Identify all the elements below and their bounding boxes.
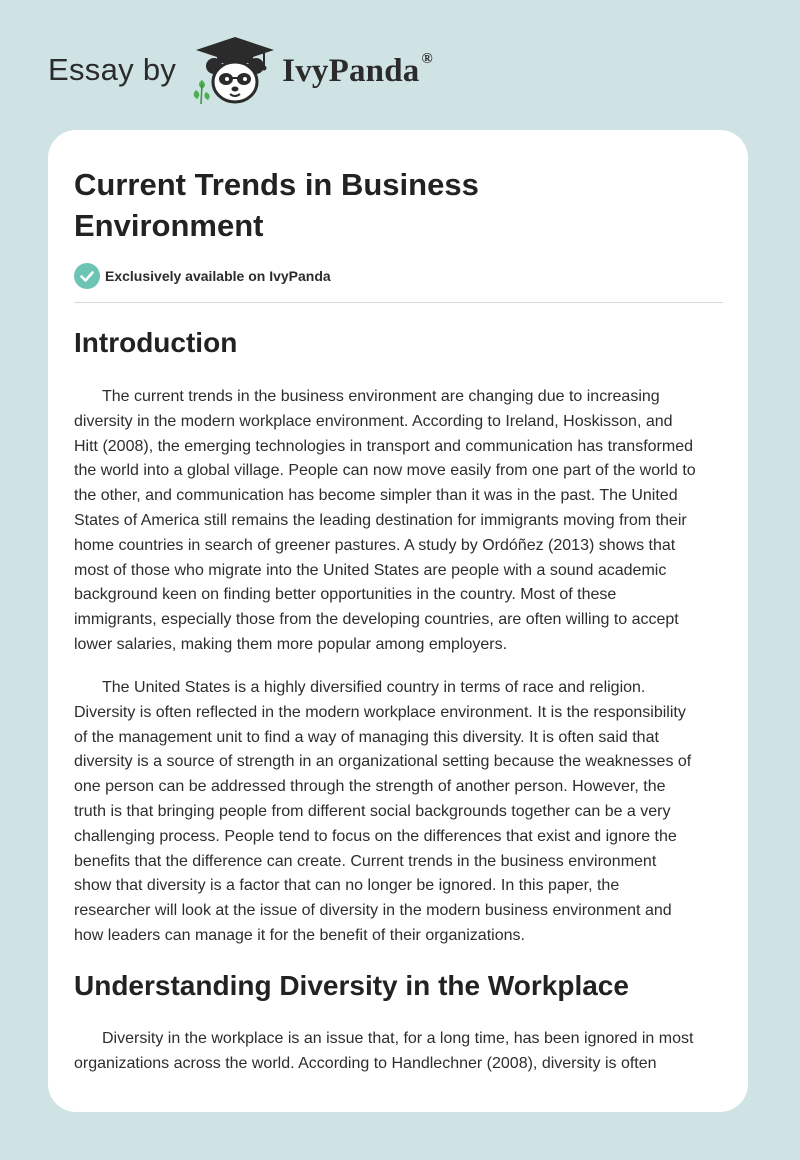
title-divider bbox=[74, 302, 723, 303]
essay-title: Current Trends in Business Environment bbox=[74, 167, 479, 243]
exclusive-badge bbox=[74, 263, 331, 289]
paragraph-intro-2: The United States is a highly diversified country in terms of race and religion. Diversity is often reflected in the modern workplace environment. It is the responsibility of the management unit to find a way of managing this diversity. It is often said that diversity is a source of strength in an organizational setting because the weaknesses of one person can be addressed through the strength of another person. However, the truth is that bringing people from different social backgrounds together can be a very challenging process. People tend to focus on the differences that exist and ignore the benefits that the difference can create. Current trends in the business environment show that diversity is a factor that can no longer be ignored. In this paper, the researcher will look at the issue of diversity in the modern business environment and how leaders can manage it for the benefit of their organizations. bbox=[74, 679, 692, 944]
paragraph-intro-1: The current trends in the business environment are changing due to increasing diversity in the modern workplace environment. According to Ireland, Hoskisson, and Hitt (2008), the emerging technologies in transport and communication has transformed the world into a global village. People can now move easily from one part of the world to the other, and communication has become simpler than it was in the past. The United States of America still remains the leading destination for immigrants moving from their home countries in search of greener pastures. A study by Ordóñez (2013) shows that most of those who migrate into the United States are people with a sound academic background keen on finding better opportunities in the country. Most of these immigrants, especially those from the developing countries, are often willing to accept lower salaries, making them more popular among employers. bbox=[74, 388, 696, 653]
exclusive-badge-label: Exclusively available on IvyPanda bbox=[105, 268, 331, 284]
essay-by-label: Essay by bbox=[48, 52, 177, 87]
site-header-brand[interactable] bbox=[48, 34, 488, 106]
section-heading-understanding-diversity: Understanding Diversity in the Workplace bbox=[74, 970, 629, 1001]
ivypanda-logo-icon bbox=[190, 34, 280, 106]
brand-name: IvyPanda ® bbox=[282, 50, 433, 89]
paragraph-diversity-1: Diversity in the workplace is an issue that, for a long time, has been ignored in most organizations across the world. According to Handlechner (2008), diversity is often bbox=[74, 1030, 694, 1072]
essay-card bbox=[48, 130, 748, 1112]
section-heading-introduction: Introduction bbox=[74, 327, 238, 358]
checkmark-icon bbox=[74, 263, 100, 289]
